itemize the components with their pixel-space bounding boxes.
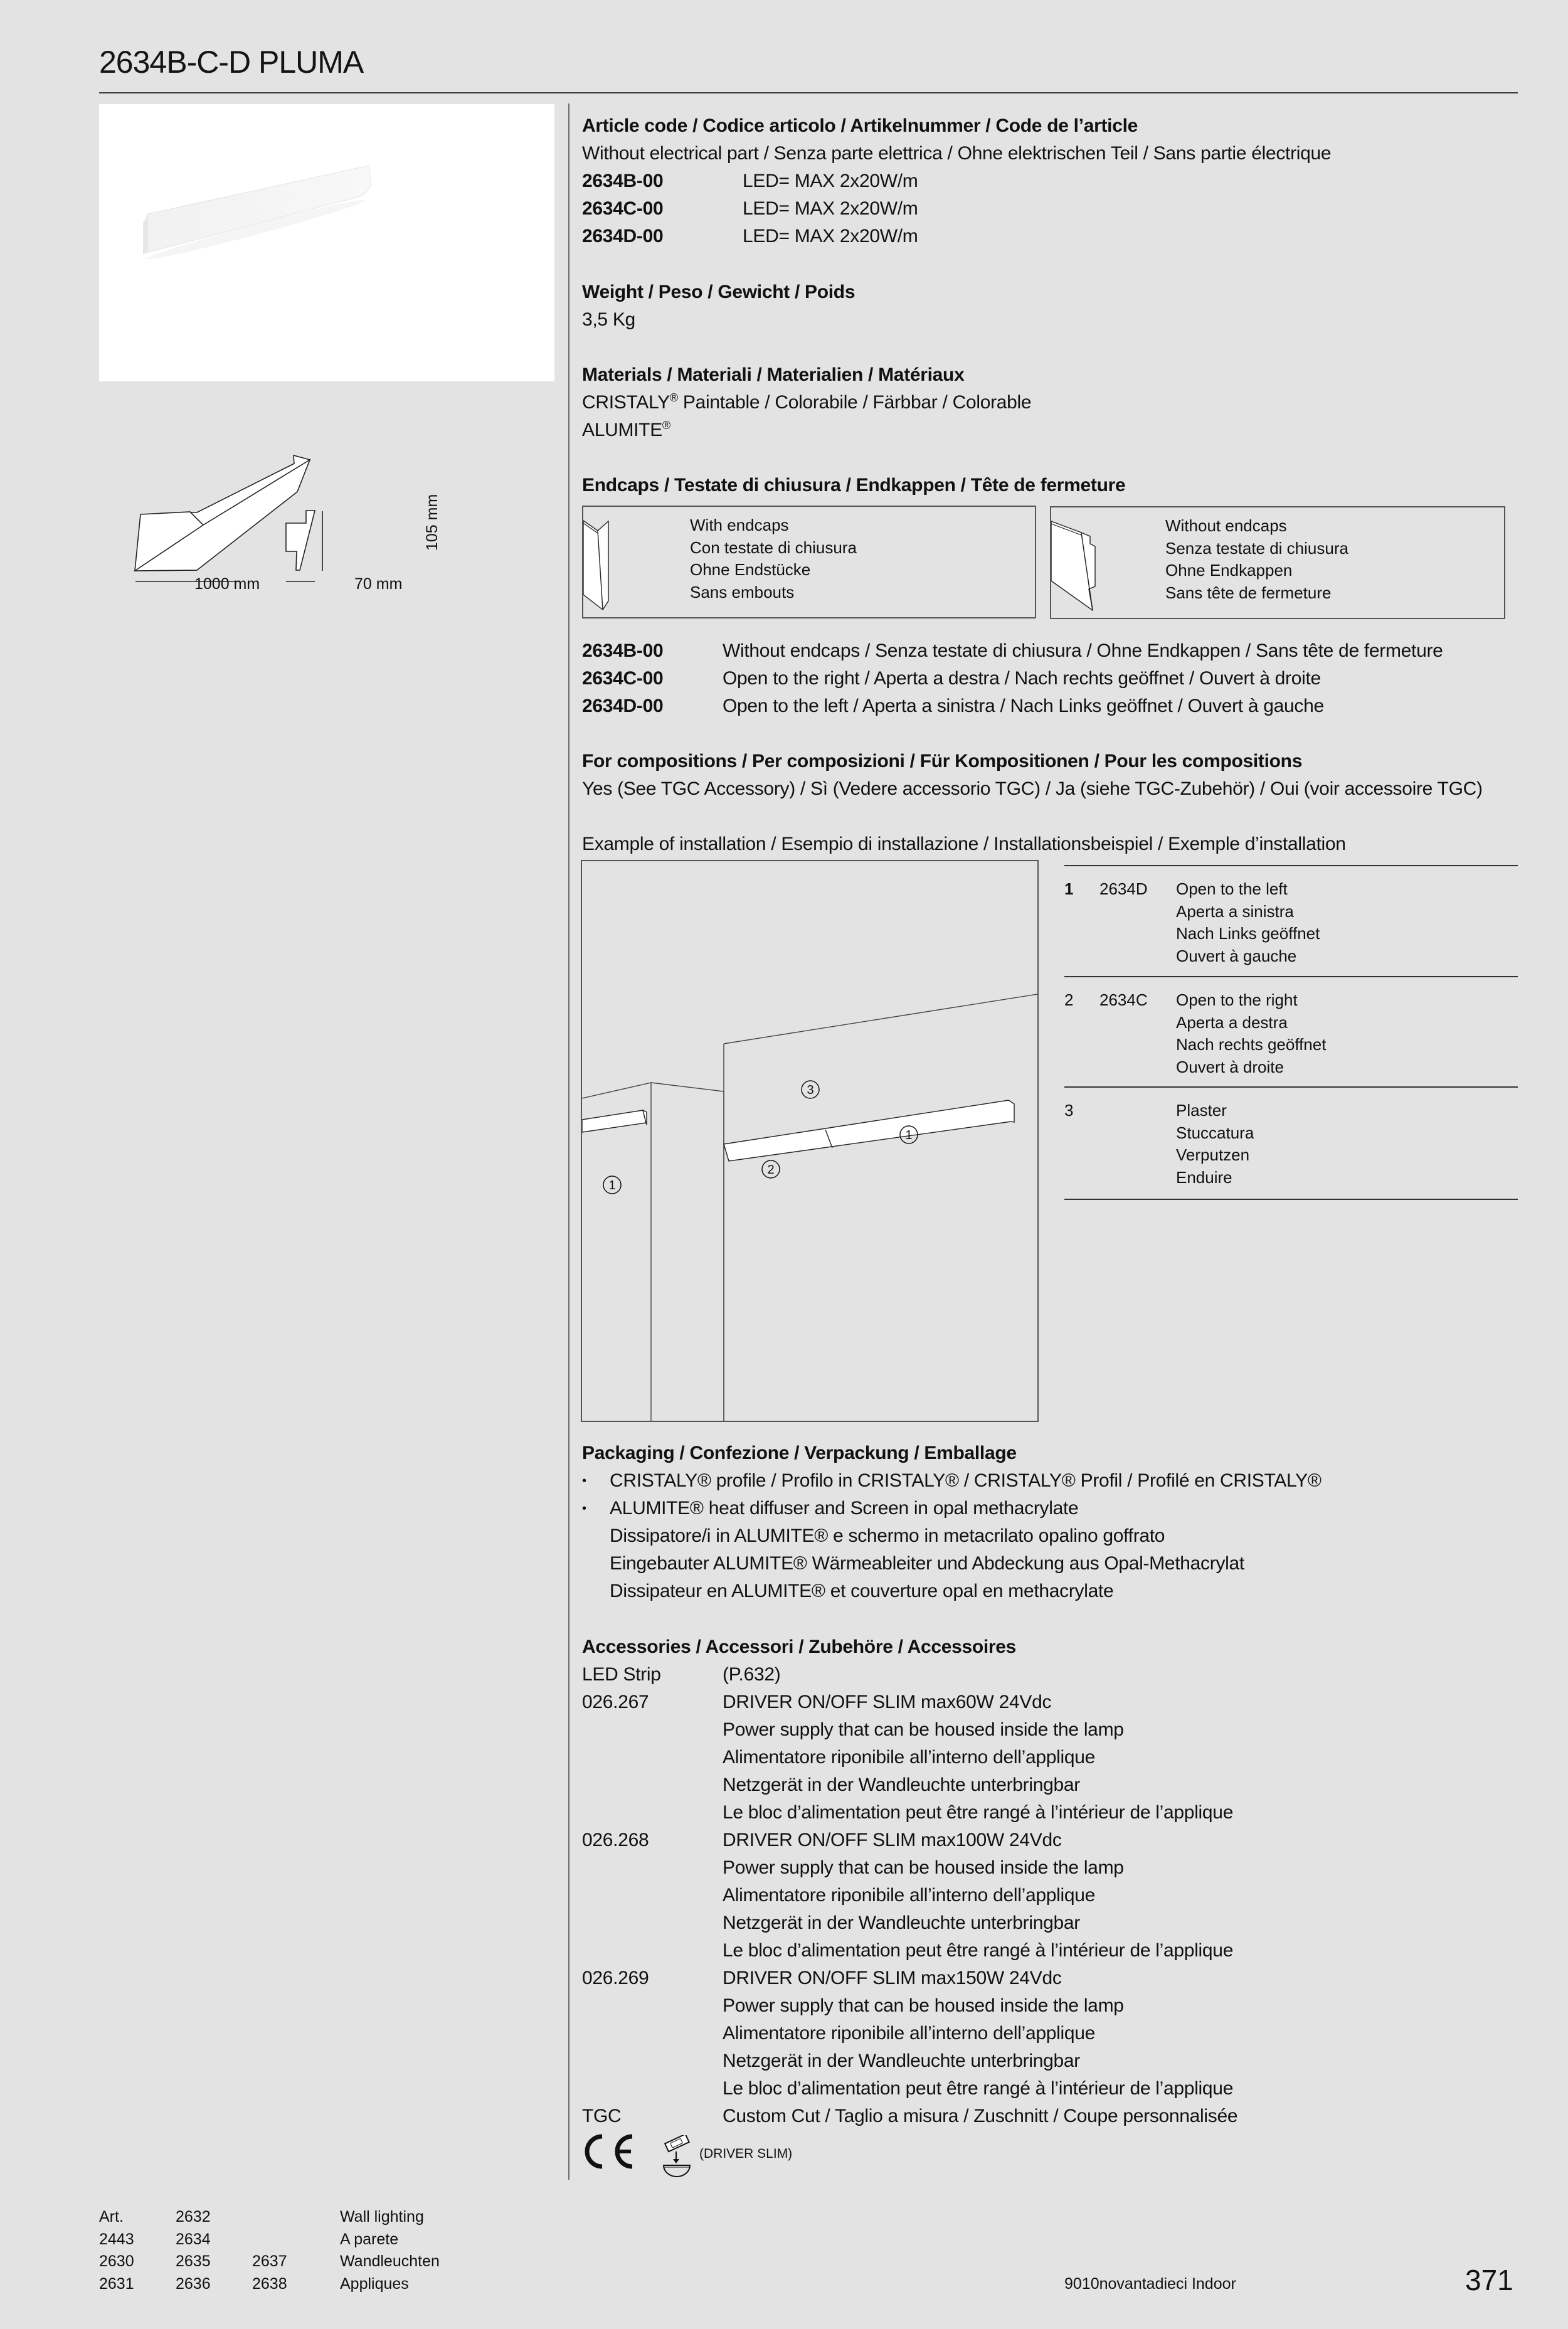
driver-slim-label: (DRIVER SLIM) <box>699 2146 793 2161</box>
endcap-row: 2634C-00 Open to the right / Aperta a destra / Nach rechts geöffnet / Ouvert à droite <box>582 668 1321 689</box>
accessory-line: Power supply that can be housed inside the lamp <box>723 1719 1124 1740</box>
article-spec: LED= MAX 2x20W/m <box>743 198 918 219</box>
article-spec: LED= MAX 2x20W/m <box>743 171 918 191</box>
accessory-line: Netzgerät in der Wandleuchte unterbringbar <box>723 1913 1080 1933</box>
accessory-line: Le bloc d’alimentation peut être rangé à l’intérieur de l’applique <box>723 1940 1234 1961</box>
materials-heading: Materials / Materiali / Materialien / Matériaux <box>582 364 965 385</box>
accessory-desc-line <box>582 1882 1237 1909</box>
legend-divider <box>1064 865 1518 866</box>
lamp-photo-icon <box>99 104 554 381</box>
endcap-open-icon <box>1051 507 1114 618</box>
accessory-line: Le bloc d’alimentation peut être rangé à l’intérieur de l’applique <box>723 1802 1234 1823</box>
weight-heading: Weight / Peso / Gewicht / Poids <box>582 282 856 302</box>
packaging-section: Packaging / Confezione / Verpackung / Emballage • CRISTALY® profile / Profilo in CRISTALY® / CRISTALY® Profil / Profilé en CRISTALY® • ALUMITE® heat diffuser and Screen in opal methacrylate Dissipatore/i in ALUMITE® e schermo in metacrilato opalino goffrato Eingebauter ALUMITE® Wärmeableiter und Abdeckung aus Opal-Methacrylat Dissipateur en ALUMITE® et couverture opal en methacrylate <box>582 1440 1322 1605</box>
art-row <box>99 2206 340 2229</box>
compositions-section <box>582 748 1483 803</box>
accessory-row <box>582 2103 1237 2130</box>
accessory-line: (P.632) <box>723 1664 781 1685</box>
with-endcaps-labels: With endcaps Con testate di chiusura Ohne Endstücke Sans embouts <box>690 516 857 602</box>
accessory-line: DRIVER ON/OFF SLIM max150W 24Vdc <box>723 1968 1062 1988</box>
article-heading: Article code / Codice articolo / Artikelnummer / Code de l’article <box>582 115 1138 136</box>
accessory-code: 026.267 <box>582 1692 649 1712</box>
dimension-drawing <box>125 427 502 608</box>
accessory-line: Alimentatore riponibile all’interno dell’applique <box>723 1885 1096 1906</box>
accessory-line: DRIVER ON/OFF SLIM max60W 24Vdc <box>723 1692 1052 1712</box>
accessory-line: Netzgerät in der Wandleuchte unterbringbar <box>723 2050 1080 2071</box>
art-number: 2636 <box>176 2274 211 2293</box>
material-alumite: ALUMITE® <box>582 419 670 440</box>
art-number: 2443 <box>99 2230 134 2248</box>
accessory-desc-line <box>582 1799 1237 1827</box>
art-number: 2638 <box>252 2274 287 2293</box>
article-code: 2634C-00 <box>582 198 664 219</box>
article-row <box>582 223 1331 250</box>
art-number: 2637 <box>252 2252 287 2270</box>
article-row <box>582 167 1331 195</box>
art-number: 2630 <box>99 2252 134 2270</box>
packaging-item: • ALUMITE® heat diffuser and Screen in opal methacrylate <box>582 1498 1079 1519</box>
lamp-outline-icon <box>125 427 502 608</box>
article-subheading: Without electrical part / Senza parte elettrica / Ohne elektrischen Teil / Sans partie électrique <box>582 143 1332 164</box>
ce-mark-icon <box>581 2133 637 2170</box>
article-code: 2634B-00 <box>582 171 664 191</box>
compositions-value: Yes (See TGC Accessory) / Sì (Vedere accessorio TGC) / Ja (siehe TGC-Zubehör) / Oui (voir accessoire TGC) <box>582 778 1483 799</box>
accessory-desc-line <box>582 1909 1237 1937</box>
accessory-code: 026.268 <box>582 1830 649 1850</box>
accessory-desc-line <box>582 2075 1237 2103</box>
endcap-row: 2634B-00 Without endcaps / Senza testate di chiusura / Ohne Endkappen / Sans tête de fermeture <box>582 640 1443 661</box>
callout-3: 3 <box>807 1083 814 1097</box>
callout-2: 2 <box>767 1163 775 1177</box>
depth-dimension: 70 mm <box>354 575 403 593</box>
driver-slim-icon <box>662 2135 700 2179</box>
weight-value: 3,5 Kg <box>582 309 635 330</box>
installation-heading: Example of installation / Esempio di installazione / Installationsbeispiel / Exemple d’installation <box>582 834 1346 854</box>
art-number: 2632 <box>176 2208 211 2226</box>
accessory-desc-line <box>582 1744 1237 1771</box>
accessory-line: Power supply that can be housed inside the lamp <box>723 1857 1124 1878</box>
footer-art-grid <box>99 2206 340 2295</box>
endcaps-heading: Endcaps / Testate di chiusura / Endkappen / Tête de fermeture <box>582 475 1126 496</box>
page-title: 2634B-C-D PLUMA <box>99 45 364 80</box>
page-number: 371 <box>1465 2264 1513 2296</box>
art-row <box>99 2251 340 2273</box>
accessory-code: TGC <box>582 2106 622 2126</box>
art-number: Art. <box>99 2208 124 2226</box>
weight-section <box>582 279 855 334</box>
endcap-codes <box>582 637 1443 720</box>
column-divider <box>568 103 569 2180</box>
product-photo <box>99 104 554 381</box>
accessory-row <box>582 1689 1237 1716</box>
packaging-heading: Packaging / Confezione / Verpackung / Emballage <box>582 1443 1017 1463</box>
article-row <box>582 195 1331 223</box>
art-number: 2631 <box>99 2274 134 2293</box>
accessories-heading: Accessories / Accessori / Zubehöre / Accessoires <box>582 1637 1017 1657</box>
art-number: 2635 <box>176 2252 211 2270</box>
accessory-row <box>582 1965 1237 1992</box>
footer-category: Wall lighting A parete Wandleuchten Appliques <box>340 2208 440 2293</box>
accessory-line: Alimentatore riponibile all’interno dell’applique <box>723 2023 1096 2044</box>
materials-section <box>582 361 1031 444</box>
footer-brand: 9010novantadieci Indoor <box>1064 2275 1236 2293</box>
callout-1a: 1 <box>608 1179 616 1192</box>
accessory-line: Power supply that can be housed inside the lamp <box>723 1995 1124 2016</box>
article-code: 2634D-00 <box>582 226 664 247</box>
legend-divider <box>1064 976 1518 977</box>
accessory-desc-line <box>582 1992 1237 2020</box>
accessory-line: DRIVER ON/OFF SLIM max100W 24Vdc <box>723 1830 1062 1850</box>
art-row <box>99 2229 340 2251</box>
art-row <box>99 2273 340 2296</box>
accessory-line: Alimentatore riponibile all’interno dell’applique <box>723 1747 1096 1768</box>
accessory-line: Le bloc d’alimentation peut être rangé à l’intérieur de l’applique <box>723 2078 1234 2099</box>
accessory-desc-line <box>582 2047 1237 2075</box>
accessory-code: LED Strip <box>582 1664 661 1685</box>
art-number: 2634 <box>176 2230 211 2248</box>
article-section <box>582 112 1331 250</box>
installation-illustration-icon <box>582 861 1037 1421</box>
legend-divider <box>1064 1199 1518 1200</box>
accessory-desc-line <box>582 1854 1237 1882</box>
accessory-desc-line <box>582 1937 1237 1965</box>
accessory-desc-line <box>582 1771 1237 1799</box>
height-dimension: 105 mm <box>423 494 441 551</box>
title-divider <box>99 92 1518 93</box>
length-dimension: 1000 mm <box>194 575 260 593</box>
article-spec: LED= MAX 2x20W/m <box>743 226 918 247</box>
accessory-desc-line <box>582 1716 1237 1744</box>
accessory-line: Netzgerät in der Wandleuchte unterbringbar <box>723 1775 1080 1795</box>
with-endcaps-box <box>582 506 1036 618</box>
accessory-line: Custom Cut / Taglio a misura / Zuschnitt / Coupe personnalisée <box>723 2106 1238 2126</box>
accessory-row <box>582 1827 1237 1854</box>
accessory-desc-line <box>582 2020 1237 2047</box>
accessory-row <box>582 1661 1237 1689</box>
endcap-closed-icon <box>583 507 640 617</box>
accessories-section <box>582 1633 1237 2130</box>
legend-divider <box>1064 1086 1518 1088</box>
without-endcaps-labels: Without endcaps Senza testate di chiusura Ohne Endkappen Sans tête de fermeture <box>1165 516 1348 602</box>
material-cristaly: CRISTALY® Paintable / Colorabile / Färbbar / Colorable <box>582 391 1032 413</box>
compositions-heading: For compositions / Per composizioni / Für Kompositionen / Pour les compositions <box>582 751 1303 772</box>
installation-drawing <box>581 860 1039 1422</box>
callout-1b: 1 <box>905 1128 913 1142</box>
accessory-code: 026.269 <box>582 1968 649 1988</box>
packaging-item: • CRISTALY® profile / Profilo in CRISTALY® / CRISTALY® Profil / Profilé en CRISTALY® <box>582 1470 1322 1491</box>
without-endcaps-box <box>1050 506 1505 619</box>
endcap-row: 2634D-00 Open to the left / Aperta a sinistra / Nach Links geöffnet / Ouvert à gauche <box>582 696 1324 716</box>
